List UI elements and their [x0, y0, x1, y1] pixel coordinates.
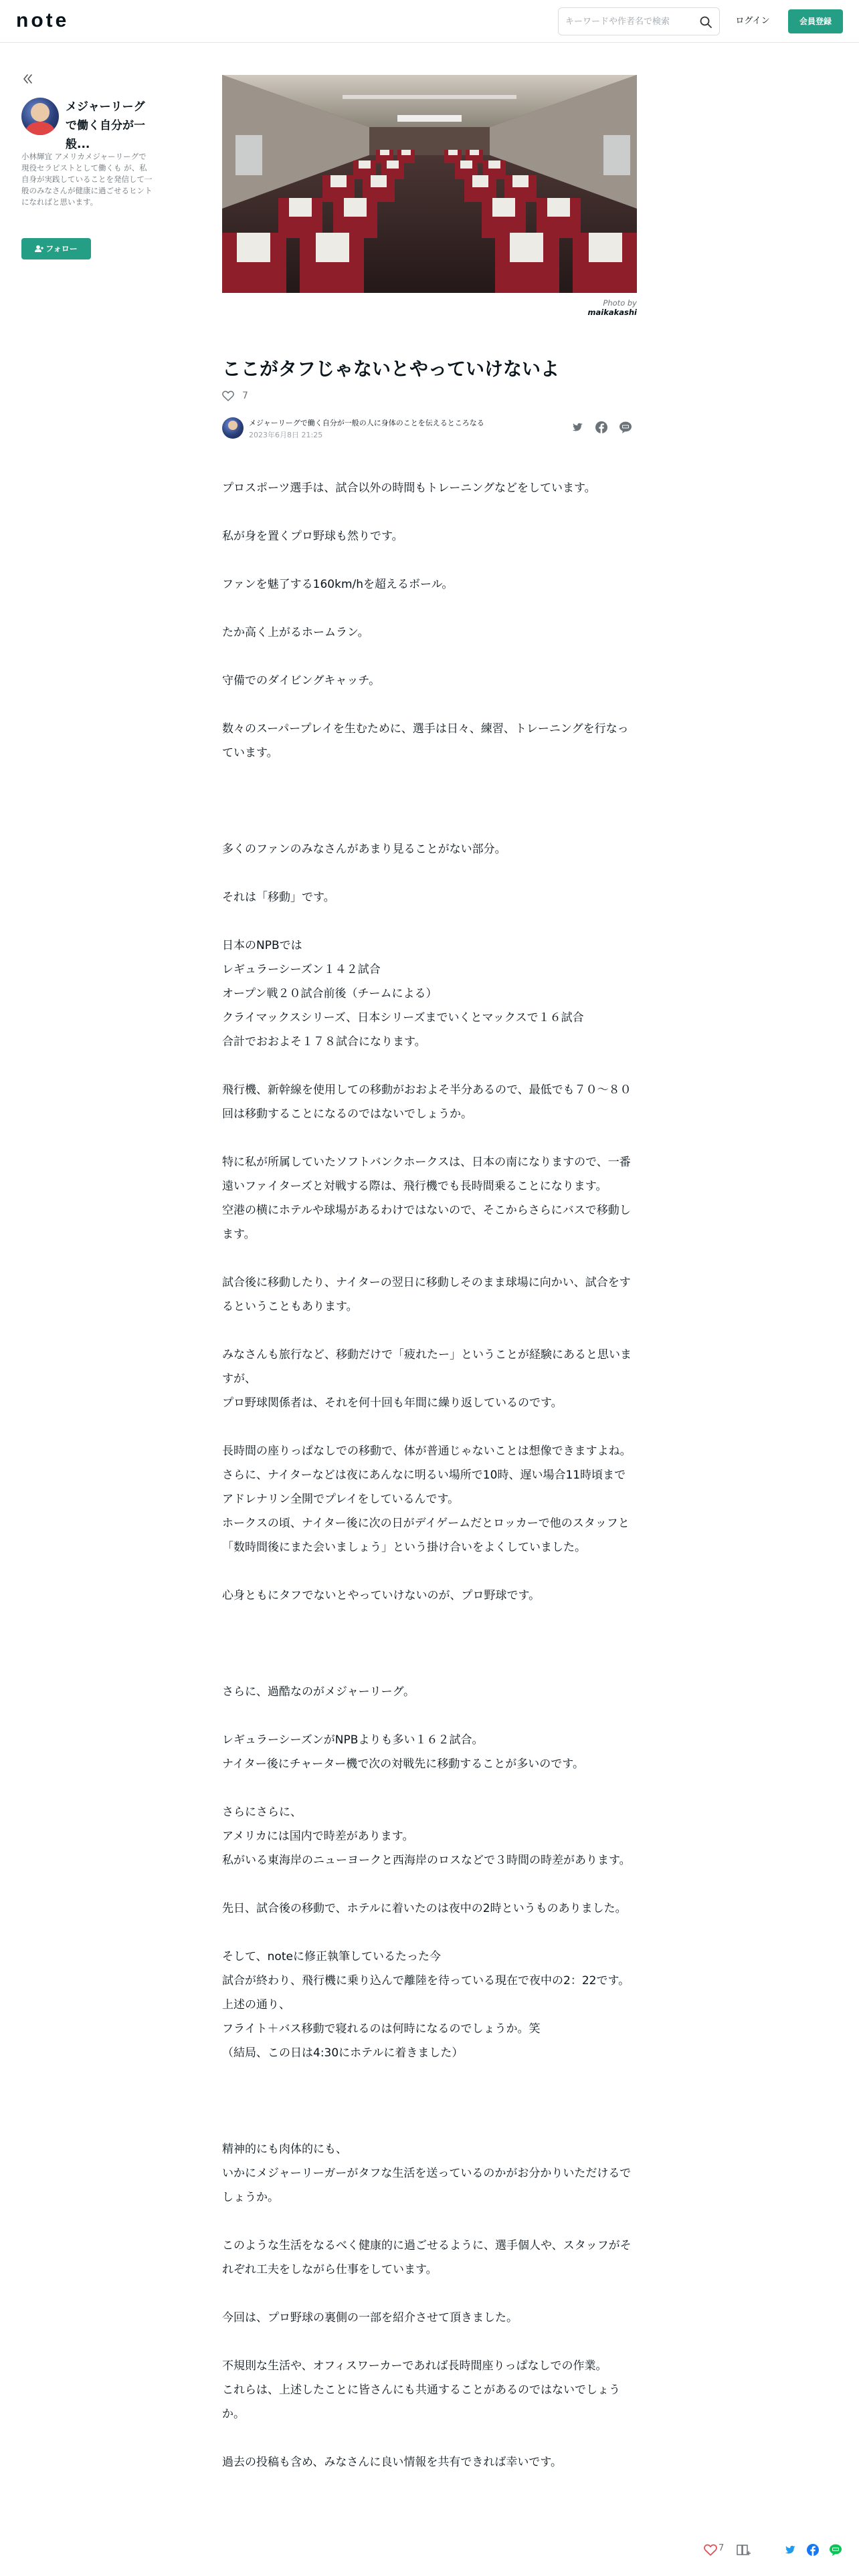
article-paragraph	[222, 548, 637, 572]
article-paragraph: 試合が終わり、飛行機に乗り込んで離陸を待っている現在で夜中の2：22です。	[222, 1974, 630, 1988]
article-paragraph	[222, 1656, 637, 1680]
author-name[interactable]: メジャーリーグで働く自分が一般...	[66, 100, 145, 151]
train-interior-image	[222, 75, 637, 293]
search-input[interactable]	[565, 13, 692, 29]
article-paragraph	[222, 2089, 637, 2113]
floating-action-bar	[698, 2533, 859, 2567]
byline-author-name[interactable]: メジャーリーグで働く自分が一般の人に身体のことを伝えるところなる	[249, 419, 484, 427]
article-paragraph	[222, 2426, 637, 2450]
article-paragraph	[222, 500, 637, 524]
article-paragraph: そして、noteに修正執筆しているたった今	[222, 1950, 441, 1963]
article-title: ここがタフじゃないとやっていけないよ	[222, 358, 560, 380]
article-paragraph	[222, 2113, 637, 2137]
article-paragraph: ナイター後にチャーター機で次の対戦先に移動することが多いのです。	[222, 1757, 584, 1771]
photo-credit	[557, 298, 637, 317]
article-paragraph: 精神的にも肉体的にも、	[222, 2143, 347, 2156]
article-paragraph: 上述の通り、	[222, 1998, 290, 2012]
article-paragraph	[222, 1319, 637, 1343]
article-paragraph: 先日、試合後の移動で、ホテルに着いたのは夜中の2時というものありました。	[222, 1902, 627, 1915]
author-bio: 小林輝宜 アメリカメジャーリーグで現役セラピストとして働くも が、私自身が実践していることを発信して一般のみなさんが健康に過ごせるヒントになればと思います。	[21, 152, 153, 207]
article-paragraph	[222, 1126, 637, 1150]
note-logo[interactable]: note	[16, 9, 70, 31]
article-paragraph: いかにメジャーリーガーがタフな生活を送っているのかがお分かりいただけるでしょうか。	[222, 2167, 632, 2204]
article-paragraph	[222, 1247, 637, 1271]
article-paragraph: このような生活をなるべく健康的に過ごせるように、選手個人や、スタッフがそれぞれ工夫をしながら仕事をしています。	[222, 2239, 632, 2276]
search-box[interactable]	[558, 7, 720, 35]
photo-credit-name[interactable]: maikakashi	[587, 308, 637, 317]
photo-credit-prefix: Photo by	[603, 298, 637, 308]
facebook-share-icon[interactable]	[594, 420, 609, 435]
article-paragraph: ホークスの頃、ナイター後に次の日がデイゲームだとロッカーで他のスタッフと「数時間後にまた会いましょう」という掛け合いをよくしていました。	[222, 1517, 630, 1554]
article-paragraph: クライマックスシリーズ、日本シリーズまでいくとマックスで１６試合	[222, 1011, 584, 1025]
article-paragraph: （結局、この日は4:30にホテルに着きました）	[222, 2046, 464, 2060]
article-paragraph: たか高く上がるホームラン。	[222, 626, 369, 639]
article-paragraph: 過去の投稿も含め、みなさんに良い情報を共有できれば幸いです。	[222, 2456, 562, 2469]
article-paragraph: 多くのファンのみなさんがあまり見ることがない部分。	[222, 843, 506, 856]
floating-facebook-icon[interactable]	[805, 2543, 820, 2557]
article-paragraph	[222, 789, 637, 813]
article-paragraph: 不規則な生活や、オフィスワーカーであれば長時間座りっぱなしでの作業。	[222, 2359, 607, 2373]
article-paragraph	[222, 2065, 637, 2089]
article-paragraph: 私がいる東海岸のニューヨークと西海岸のロスなどで３時間の時差があります。	[222, 1854, 631, 1867]
floating-line-icon[interactable]	[828, 2543, 843, 2557]
article-paragraph	[222, 1872, 637, 1897]
floating-twitter-icon[interactable]	[783, 2543, 797, 2557]
article-paragraph: 今回は、プロ野球の裏側の一部を紹介させて頂きました。	[222, 2311, 518, 2325]
article-paragraph	[222, 1921, 637, 1945]
heart-icon[interactable]	[222, 391, 234, 401]
byline-avatar[interactable]	[222, 417, 244, 439]
article-paragraph: 長時間の座りっぱなしでの移動で、体が普通じゃないことは想像できますよね。	[222, 1444, 632, 1458]
follow-user-icon	[35, 245, 43, 253]
collapse-sidebar-icon[interactable]	[21, 72, 35, 86]
article-paragraph: 合計でおおよそ１７８試合になります。	[222, 1035, 426, 1049]
like-area	[222, 388, 248, 404]
article-paragraph: みなさんも旅行など、移動だけで「疲れたー」ということが経験にあると思いますが、	[222, 1348, 632, 1386]
article-paragraph: フライト＋バス移動で寝れるのは何時になるのでしょうか。笑	[222, 2022, 541, 2036]
hero-image	[222, 75, 637, 293]
floating-like-count: 7	[719, 2543, 725, 2553]
article-paragraph: レギュラーシーズン１４２試合	[222, 963, 381, 976]
article-paragraph: 試合後に移動したり、ナイターの翌日に移動しそのまま球場に向かい、試合をするということもあります。	[222, 1276, 631, 1313]
article-paragraph: 数々のスーパープレイを生むために、選手は日々、練習、トレーニングを行なっています。	[222, 722, 629, 760]
article-paragraph	[222, 645, 637, 669]
magazine-add-icon[interactable]	[736, 2543, 751, 2557]
article-paragraph	[222, 1054, 637, 1078]
article-paragraph: 心身ともにタフでないとやっていけないのが、プロ野球です。	[222, 1589, 541, 1602]
author-avatar[interactable]	[21, 98, 59, 135]
article-paragraph: プロスポーツ選手は、試合以外の時間もトレーニングなどをしています。	[222, 481, 596, 495]
article-paragraph: アメリカには国内で時差があります。	[222, 1830, 414, 1843]
article-paragraph	[222, 597, 637, 621]
article-paragraph	[222, 1608, 637, 1632]
article-paragraph	[222, 1776, 637, 1800]
article-paragraph	[222, 2282, 637, 2306]
article-paragraph: さらにさらに、	[222, 1806, 302, 1819]
article-paragraph	[222, 861, 637, 885]
login-button[interactable]: ログイン	[735, 16, 770, 26]
article-paragraph	[222, 1704, 637, 1728]
article-paragraph	[222, 2210, 637, 2234]
signup-button[interactable]: 会員登録	[788, 9, 843, 33]
site-header	[0, 0, 859, 43]
line-share-icon[interactable]	[618, 420, 633, 435]
article-paragraph	[222, 765, 637, 789]
article-paragraph: レギュラーシーズンがNPBよりも多い１６２試合。	[222, 1733, 484, 1747]
article-paragraph: ファンを魅了する160km/hを超えるボール。	[222, 578, 454, 591]
article-paragraph: 空港の横にホテルや球場があるわけではないので、そこからさらにバスで移動します。	[222, 1204, 631, 1241]
article-paragraph: プロ野球関係者は、それを何十回も年間に繰り返しているのです。	[222, 1396, 563, 1410]
article-paragraph: オープン戦２０試合前後（チームによる）	[222, 987, 438, 1000]
article-paragraph: 守備でのダイビングキャッチ。	[222, 674, 381, 687]
article-paragraph: 私が身を置くプロ野球も然りです。	[222, 530, 403, 543]
follow-button[interactable]	[21, 238, 91, 259]
article-paragraph	[222, 909, 637, 934]
article-paragraph: 日本のNPBでは	[222, 939, 302, 952]
article-paragraph: 飛行機、新幹線を使用しての移動がおおよそ半分あるので、最低でも７０〜８０回は移動することになるのではないでしょうか。	[222, 1083, 632, 1121]
article-byline	[222, 416, 637, 440]
article-body	[222, 476, 637, 2474]
twitter-share-icon[interactable]	[570, 420, 585, 435]
article-paragraph: 特に私が所属していたソフトバンクホークスは、日本の南になりますので、一番遠いファイターズと対戦する際は、飛行機でも長時間乗ることになります。	[222, 1156, 631, 1193]
follow-label: フォロー	[45, 244, 78, 253]
article-paragraph	[222, 2330, 637, 2354]
article-paragraph	[222, 813, 637, 837]
article-paragraph: さらに、ナイターなどは夜にあんなに明るい場所で10時、遅い場合11時頃までアドレナリン全開でプレイをしているんです。	[222, 1469, 626, 1506]
article-paragraph: さらに、過酷なのがメジャーリーグ。	[222, 1685, 415, 1699]
article-paragraph	[222, 1415, 637, 1439]
article-paragraph	[222, 1632, 637, 1656]
article-paragraph: それは「移動」です。	[222, 891, 335, 904]
search-icon[interactable]	[699, 15, 712, 29]
article-paragraph	[222, 693, 637, 717]
byline-date: 2023年6月8日 21:25	[249, 431, 323, 439]
article-paragraph	[222, 1560, 637, 1584]
floating-heart-icon[interactable]	[704, 2543, 717, 2557]
like-count: 7	[242, 391, 248, 401]
article-paragraph: これらは、上述したことに皆さんにも共通することがあるのではないでしょうか。	[222, 2383, 620, 2421]
